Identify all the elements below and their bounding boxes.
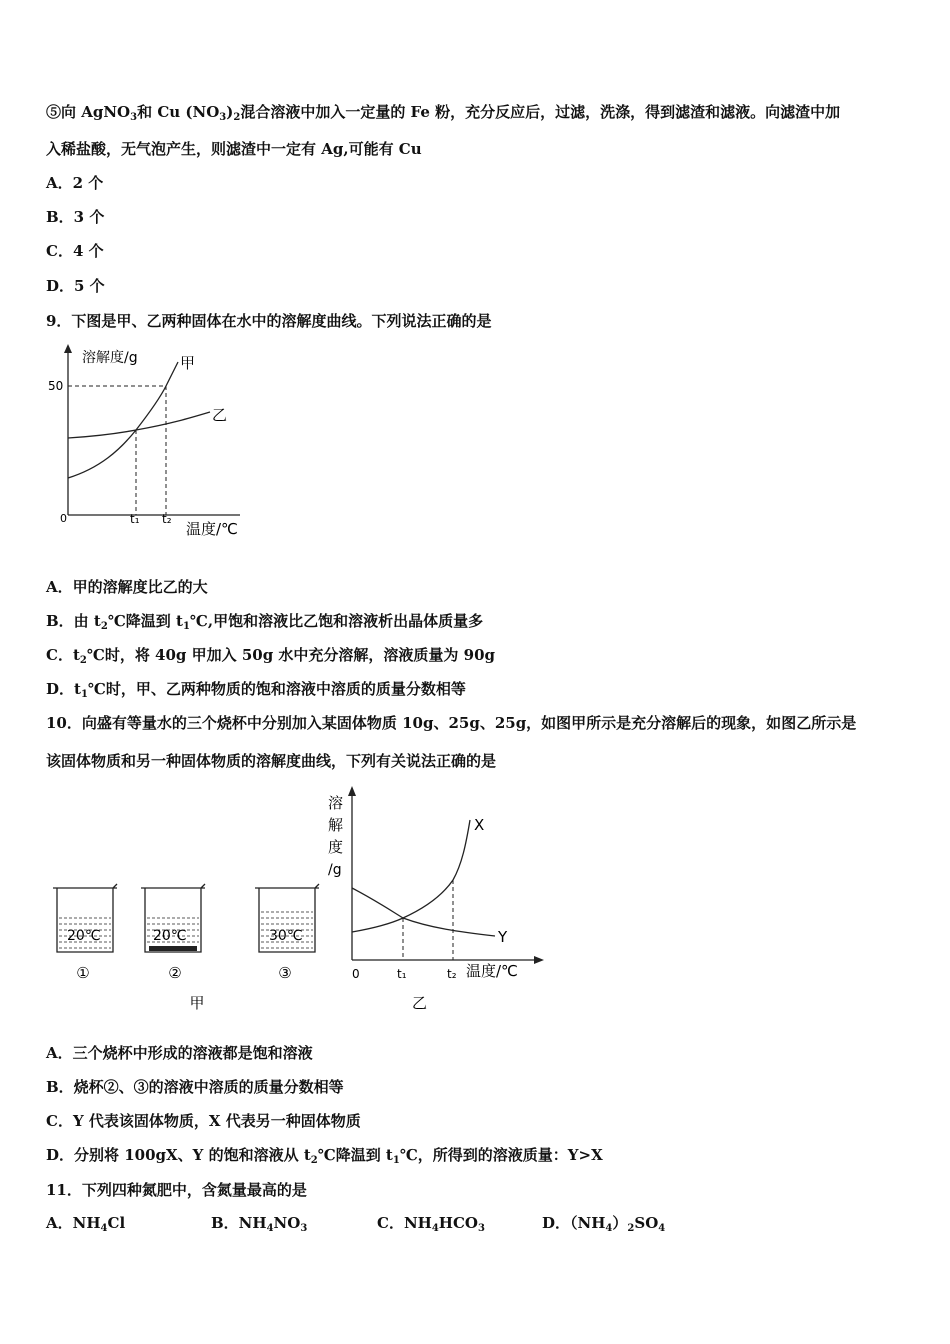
- q11-option-b: [211, 1213, 307, 1233]
- x-axis-label: 温度/℃: [186, 520, 238, 538]
- subscript: 1: [182, 621, 190, 632]
- q11-option-d: [542, 1213, 665, 1233]
- text: B．由 t: [46, 612, 101, 630]
- text: SO: [634, 1214, 659, 1232]
- text: ℃降温到 t: [317, 1146, 393, 1164]
- beaker-3: [255, 884, 319, 982]
- t1-label: t₁: [397, 967, 407, 981]
- subscript: 4: [431, 1223, 439, 1234]
- subscript: 4: [266, 1223, 274, 1234]
- subscript: 2: [233, 112, 241, 123]
- beaker-2-temp: 20℃: [153, 928, 187, 944]
- text: 混合溶液中加入一定量的 Fe 粉，充分反应后，过滤，洗涤，得到滤渣和滤液。向滤渣中加: [240, 103, 841, 121]
- x-axis-arrow: [534, 956, 544, 964]
- y-tick-50: 50: [48, 379, 64, 393]
- subscript: 2: [310, 1155, 318, 1166]
- origin-label: 0: [352, 967, 360, 981]
- x-axis-label: 温度/℃: [466, 962, 518, 980]
- text: HCO: [438, 1214, 478, 1232]
- text: 和 Cu (NO: [137, 103, 220, 121]
- y-axis-label: 溶解度/g: [82, 350, 138, 366]
- undissolved-solid: [149, 946, 197, 951]
- subscript: 2: [627, 1223, 635, 1234]
- text: Cl: [107, 1214, 126, 1232]
- q11-option-a: [46, 1213, 125, 1233]
- q8-option-d: D．5 个: [46, 277, 105, 295]
- curve-yi-label: 乙: [212, 406, 228, 424]
- curve-y-label: Y: [498, 928, 508, 946]
- q11-option-c: [377, 1213, 485, 1233]
- text: A．NH: [46, 1214, 101, 1232]
- q11-stem: 11．下列四种氮肥中，含氮量最高的是: [46, 1181, 307, 1199]
- subscript: 3: [300, 1223, 308, 1234]
- q8-item5-line1: [46, 102, 840, 122]
- y-label-1: 溶: [328, 794, 344, 812]
- subscript: 1: [80, 689, 88, 700]
- q9-option-b: [46, 611, 483, 631]
- text: ℃降温到 t: [107, 612, 183, 630]
- text: D．（NH: [542, 1214, 606, 1232]
- q10-option-a: A．三个烧杯中形成的溶液都是饱和溶液: [46, 1044, 313, 1062]
- beaker-1-number: ①: [76, 964, 90, 982]
- q10-beakers-figure: [45, 880, 345, 1015]
- text: ⑤向 AgNO: [46, 103, 131, 121]
- y-label-3: 度: [328, 838, 344, 856]
- beaker-3-number: ③: [278, 964, 292, 982]
- q8-option-a: A．2 个: [46, 174, 104, 192]
- text: ℃,甲饱和溶液比乙饱和溶液析出晶体质量多: [189, 612, 484, 630]
- t2-label: t₂: [447, 967, 457, 981]
- q8-item5-line2: 入稀盐酸，无气泡产生，则滤渣中一定有 Ag,可能有 Cu: [46, 140, 422, 158]
- q9-option-d: [46, 679, 466, 699]
- q8-option-c: C．4 个: [46, 242, 104, 260]
- subscript: 3: [477, 1223, 485, 1234]
- y-label-4: /g: [328, 862, 342, 878]
- text: ）: [612, 1214, 628, 1232]
- beaker-2: [141, 884, 205, 982]
- origin-label: 0: [60, 512, 67, 525]
- curve-jia-label: 甲: [180, 354, 196, 372]
- text: NO: [273, 1214, 301, 1232]
- beaker-1-temp: 20℃: [67, 928, 101, 944]
- text: D．t: [46, 680, 81, 698]
- text: B．NH: [211, 1214, 267, 1232]
- q9-solubility-graph: [40, 340, 260, 545]
- y-label-2: 解: [328, 816, 344, 834]
- q10-option-b: B．烧杯②、③的溶液中溶质的质量分数相等: [46, 1078, 344, 1096]
- text: ℃时，将 40g 甲加入 50g 水中充分溶解，溶液质量为 90g: [86, 646, 496, 664]
- q9-stem: 9．下图是甲、乙两种固体在水中的溶解度曲线。下列说法正确的是: [46, 312, 492, 330]
- text: C．NH: [377, 1214, 432, 1232]
- text: C．t: [46, 646, 80, 664]
- text: D．分别将 100gX、Y 的饱和溶液从 t: [46, 1146, 311, 1164]
- curve-yi: [68, 412, 210, 438]
- curve-jia: [68, 362, 178, 478]
- subscript: 4: [100, 1223, 108, 1234]
- t2-label: t₂: [162, 512, 172, 526]
- curve-x: [352, 820, 470, 932]
- beaker-1: [53, 884, 117, 982]
- subscript: 3: [130, 112, 138, 123]
- caption-yi: 乙: [412, 994, 428, 1012]
- q10-stem-line2: 该固体物质和另一种固体物质的溶解度曲线，下列有关说法正确的是: [46, 752, 497, 770]
- text: ℃时，甲、乙两种物质的饱和溶液中溶质的质量分数相等: [87, 680, 466, 698]
- caption-jia: 甲: [189, 994, 205, 1012]
- beaker-3-temp: 30℃: [269, 928, 303, 944]
- subscript: 4: [605, 1223, 613, 1234]
- q9-option-a: A．甲的溶解度比乙的大: [46, 578, 208, 596]
- subscript: 2: [100, 621, 108, 632]
- t1-label: t₁: [130, 512, 140, 526]
- subscript: 3: [219, 112, 227, 123]
- subscript: 1: [392, 1155, 400, 1166]
- q10-stem-line1: 10．向盛有等量水的三个烧杯中分别加入某固体物质 10g、25g、25g，如图甲所示是充分溶解后的现象，如图乙所示是: [46, 714, 857, 732]
- curve-x-label: X: [474, 816, 485, 834]
- q8-option-b: B．3 个: [46, 208, 105, 226]
- subscript: 2: [79, 655, 87, 666]
- curve-y: [352, 888, 495, 936]
- q10-solubility-graph: [320, 782, 560, 1017]
- y-axis-arrow: [64, 344, 72, 353]
- text: ): [226, 103, 234, 121]
- subscript: 4: [658, 1223, 666, 1234]
- q9-option-c: [46, 645, 495, 665]
- y-axis-arrow: [348, 786, 356, 796]
- q10-option-c: C．Y 代表该固体物质，X 代表另一种固体物质: [46, 1112, 361, 1130]
- text: ℃，所得到的溶液质量：Y>X: [399, 1146, 603, 1164]
- q10-option-d: [46, 1145, 603, 1165]
- beaker-2-number: ②: [168, 964, 182, 982]
